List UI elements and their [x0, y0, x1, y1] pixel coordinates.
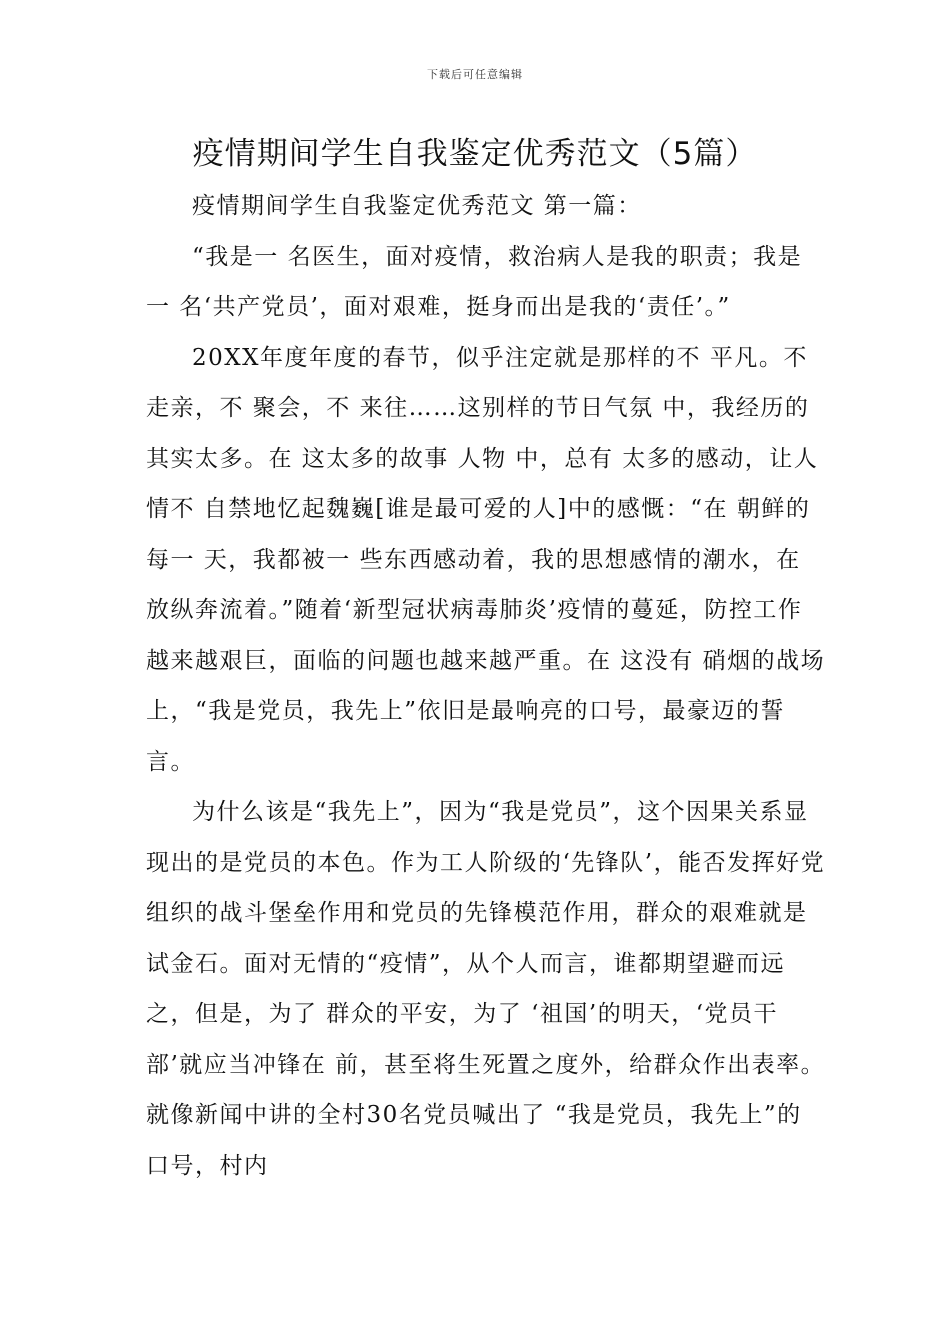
document-title: 疫情期间学生自我鉴定优秀范文（5篇） — [192, 136, 758, 172]
paragraph-3: 为什么该是“我先上”，因为“我是党员”，这个因果关系显现出的是党员的本色。作为工人阶级的‘先锋队’，能否发挥好党组织的战斗堡垒作用和党员的先锋模范作用，群众的艰难就是试金石。面对无情的“疫情”，从个人而言，谁都期望避而远之，但是，为了 群众的平安，为了 ‘祖国’的明天，‘党员干部’就应当冲锋在 前，甚至将生死置之度外，给群众作出表率。就像新闻中讲的全村30名党员喊出了 “我是党员，我先上”的口号，村内 — [146, 799, 826, 1179]
header-note: 下载后可任意编辑 — [427, 68, 523, 81]
section-heading: 疫情期间学生自我鉴定优秀范文 第一篇： — [192, 193, 642, 219]
paragraph-1: “我是一 名医生，面对疫情，救治病人是我的职责；我是一 名‘共产党员’，面对艰难，挺身而出是我的‘责任’。” — [146, 243, 803, 320]
document-body — [146, 181, 826, 1191]
paragraph-2: 20XX年度年度的春节，似乎注定就是那样的不 平凡。不 走亲，不 聚会，不 来往……这别样的节日气氛 中，我经历的其实太多。在 这太多的故事 人物 中，总有 太多的感动，让人情不 自禁地忆起魏巍[谁是最可爱的人]中的感慨：“在 朝鲜的每一 天，我都被一 些东西感动着，我的思想感情的潮水，在 放纵奔流着。”随着‘新型冠状病毒肺炎’疫情的蔓延，防控工作越来越艰巨，面临的问题也越来越严重。在 这没有 硝烟的战场上，“我是党员，我先上”依旧是最响亮的口号，最豪迈的誓言。 — [146, 344, 826, 775]
